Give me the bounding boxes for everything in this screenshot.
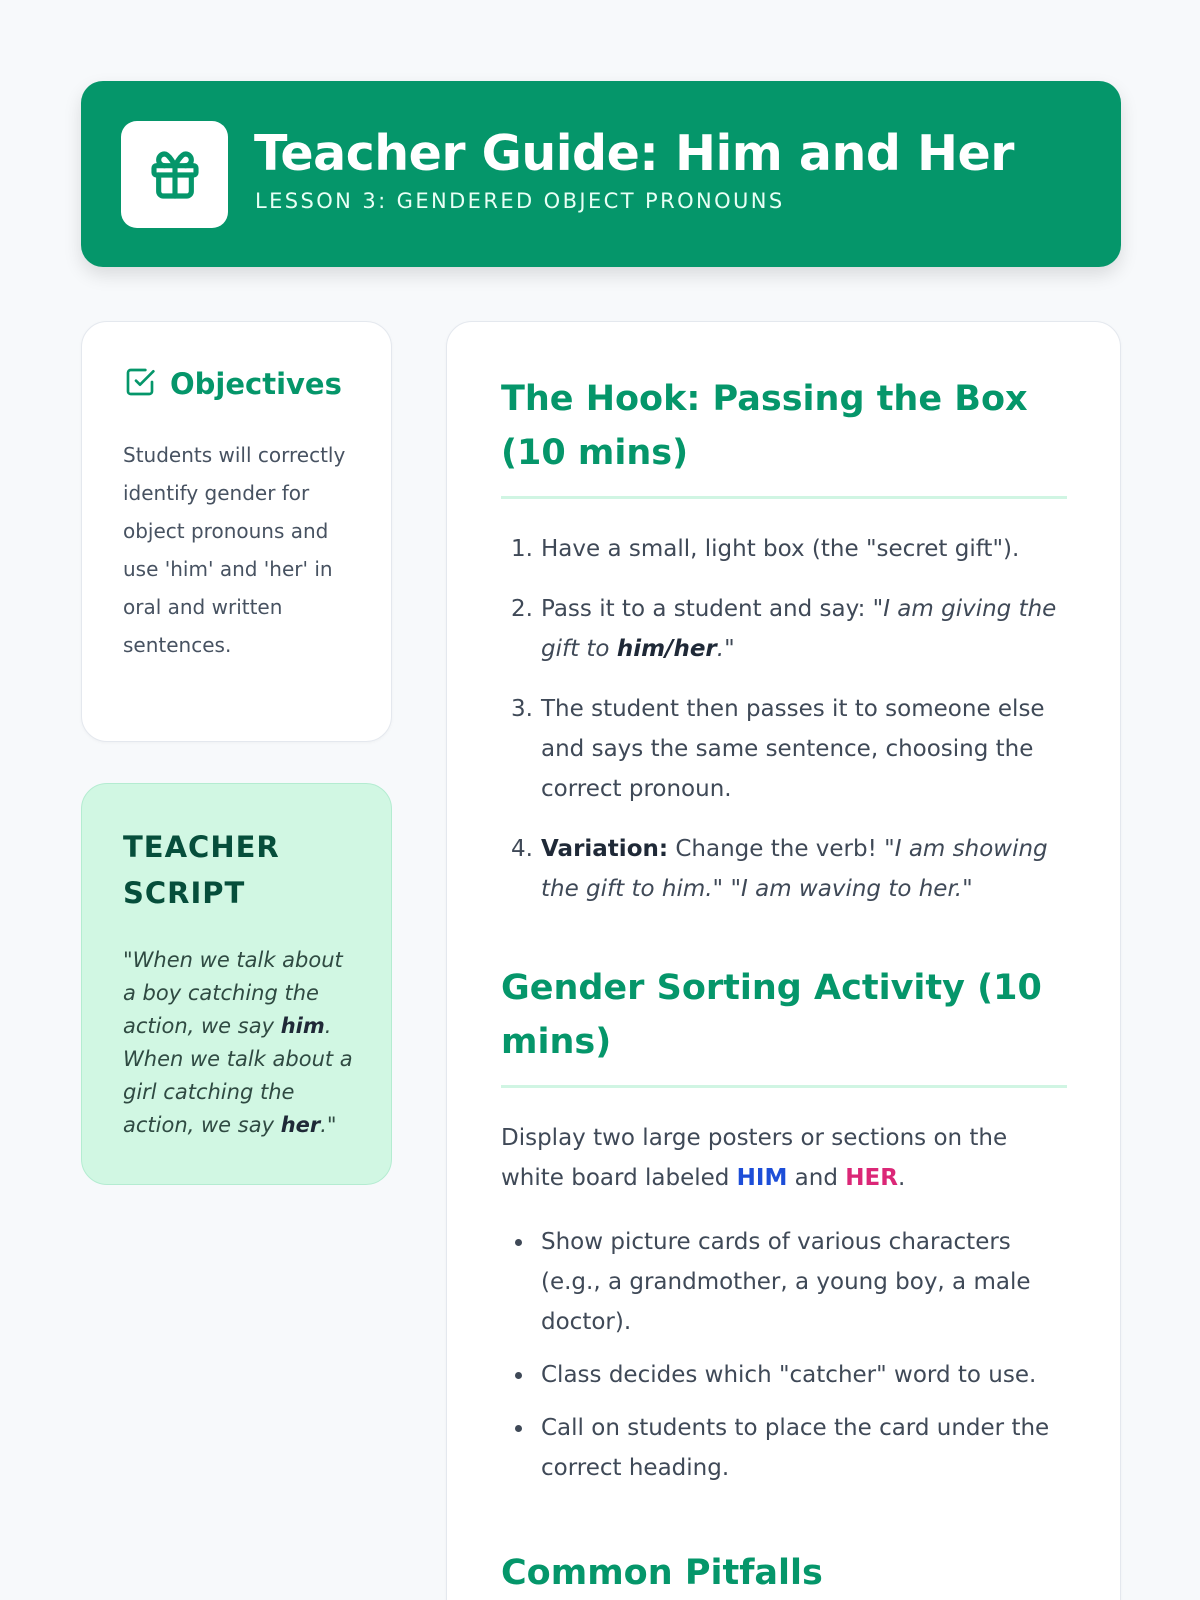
lesson-content-card (446, 321, 1121, 1600)
teacher-script-card (81, 783, 392, 1185)
step-number: 3. (511, 696, 533, 722)
label-him: HIM (736, 1165, 788, 1191)
checkbox-icon (124, 366, 156, 402)
lesson-header (81, 81, 1121, 267)
list-item (501, 589, 1067, 669)
teacher-script-title: TEACHER SCRIPT (123, 830, 280, 910)
quote-part: "I am giving the gift to (541, 596, 1057, 662)
step-text: Pass it to a student and say: (541, 596, 873, 622)
list-item (501, 689, 1067, 809)
list-item: Class decides which "catcher" word to use. (501, 1355, 1067, 1395)
objectives-heading (124, 366, 342, 402)
list-item (501, 529, 1067, 569)
intro-text: Display two large posters or sections on the white board labeled (501, 1125, 1008, 1191)
objectives-text: Students will correctly identify gender for object pronouns and use 'him' and 'her' in oral and written sentences. (123, 443, 346, 657)
sorting-bullets (501, 1222, 1067, 1488)
list-item: Show picture cards of various characters (e.g., a grandmother, a young boy, a male doctor). (501, 1222, 1067, 1342)
step-number: 4. (511, 836, 533, 862)
sorting-heading: Gender Sorting Activity (10 mins) (501, 961, 1067, 1088)
list-item (501, 829, 1067, 909)
lesson-content (501, 372, 1067, 1600)
step-text: Change the verb! (668, 836, 885, 862)
step-quote: "I am showing the gift to him." "I am waving to her." (541, 836, 1048, 902)
script-quote-part: "When we talk about a boy catching the action, we say (123, 948, 343, 1038)
variation-label: Variation: (541, 836, 669, 862)
hook-heading: The Hook: Passing the Box (10 mins) (501, 372, 1067, 499)
hook-steps (501, 529, 1067, 909)
step-number: 1. (511, 536, 533, 562)
intro-text: and (787, 1165, 846, 1191)
quote-part: ." (716, 636, 735, 662)
script-word-her: her (280, 1113, 321, 1137)
step-text: Have a small, light box (the "secret gift"). (541, 536, 1020, 562)
list-item: Call on students to place the card under the correct heading. (501, 1408, 1067, 1488)
teacher-script-quote (123, 944, 361, 1142)
page-title: Teacher Guide: Him and Her (254, 125, 1014, 182)
script-quote-part: . When we talk about a girl catching the action, we say (123, 1014, 353, 1137)
objectives-card (81, 321, 392, 742)
script-word-him: him (280, 1014, 325, 1038)
script-quote-part: ." (320, 1113, 337, 1137)
step-number: 2. (511, 596, 533, 622)
pitfalls-heading: Common Pitfalls (501, 1553, 823, 1593)
quote-bold: him/her (616, 636, 717, 662)
page-subtitle: LESSON 3: GENDERED OBJECT PRONOUNS (255, 189, 785, 213)
sorting-intro (501, 1118, 1067, 1198)
intro-text: . (897, 1165, 906, 1191)
objectives-title: Objectives (170, 367, 342, 401)
gift-icon (121, 121, 228, 228)
step-text: The student then passes it to someone else and says the same sentence, choosing the correct pronoun. (541, 696, 1045, 802)
label-her: HER (845, 1165, 898, 1191)
